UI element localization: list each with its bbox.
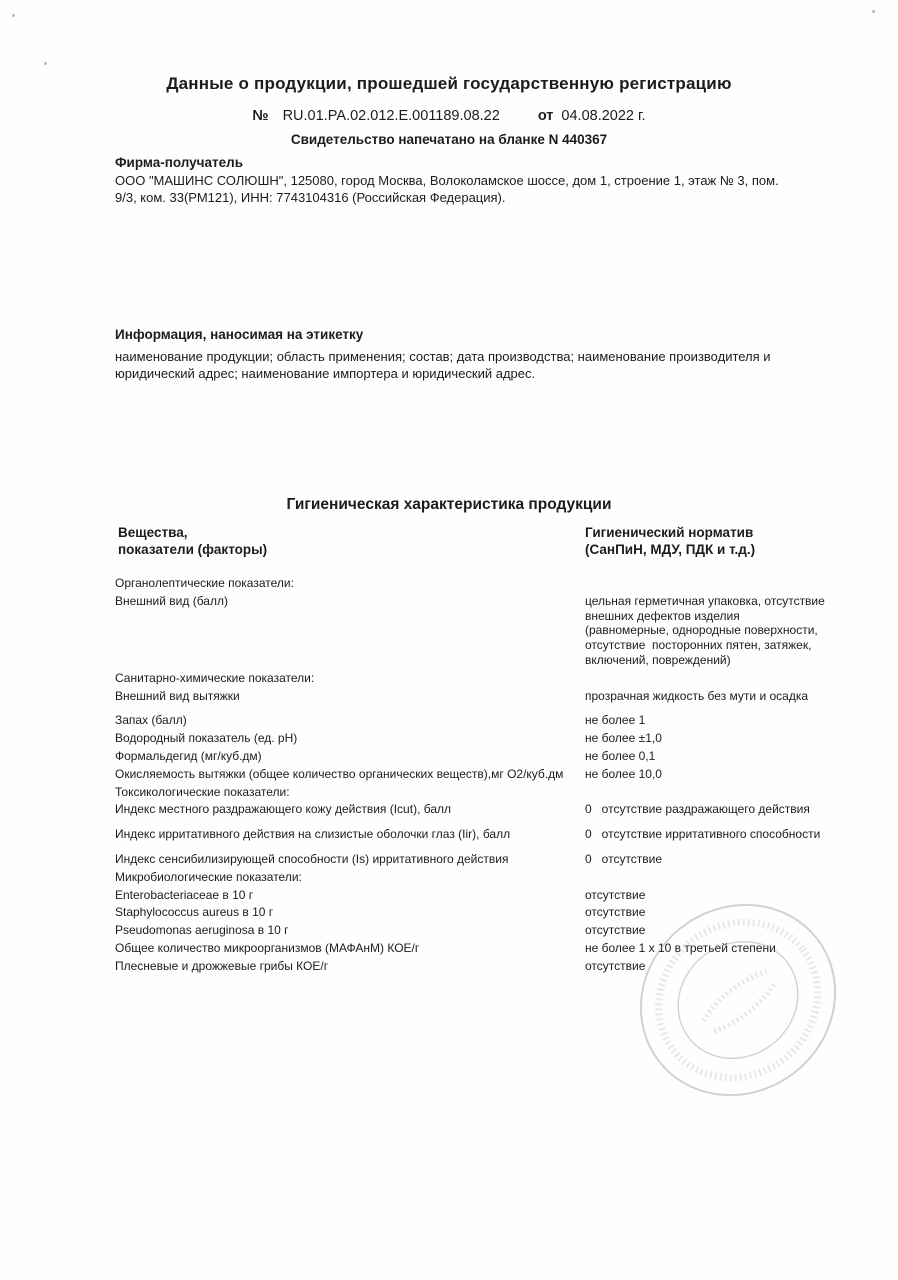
hygiene-table-row <box>115 689 890 704</box>
hygiene-parameter: Запах (балл) <box>115 713 187 728</box>
hygiene-norm-value: 0 отсутствие раздражающего действия <box>585 802 810 817</box>
hygiene-norm-value: отсутствие <box>585 923 646 938</box>
hygiene-parameter: Внешний вид вытяжки <box>115 688 240 703</box>
hygiene-norm-value: не более 10,0 <box>585 766 662 781</box>
hygiene-table-row <box>115 749 890 764</box>
column-header-norm <box>585 524 755 558</box>
hygiene-norm-value <box>585 785 825 800</box>
hygiene-table-row <box>115 713 890 728</box>
hygiene-parameter: Общее количество микроорганизмов (МАФАнМ) КОЕ/г <box>115 940 420 955</box>
scan-noise-dot <box>872 10 875 13</box>
column-header-norm-line2: (СанПиН, МДУ, ПДК и т.д.) <box>585 542 756 557</box>
hygiene-norm-value: 0 отсутствие ирритативного способности <box>585 827 821 842</box>
hygiene-table-row <box>115 852 890 867</box>
hygiene-parameter: Enterobacteriaceae в 10 г <box>115 887 254 902</box>
hygiene-table-row <box>115 870 890 885</box>
blank-number-note: Свидетельство напечатано на бланке N 440367 <box>290 132 608 147</box>
column-header-substances <box>118 524 267 558</box>
hygiene-norm-value <box>585 576 825 591</box>
hygiene-section-title: Гигиеническая характеристика продукции <box>286 496 612 513</box>
hygiene-norm-value: отсутствие <box>585 905 646 920</box>
hygiene-parameter: Внешний вид (балл) <box>115 593 228 608</box>
hygiene-table-row <box>115 905 890 920</box>
label-info-title: Информация, наносимая на этикетку <box>115 327 364 342</box>
hygiene-parameter: Плесневые и дрожжевые грибы КОЕ/г <box>115 958 329 973</box>
hygiene-parameter: Токсикологические показатели: <box>115 784 290 799</box>
hygiene-parameter: Индекс сенсибилизирующей способности (Is) ирритативного действия <box>115 851 509 866</box>
hygiene-table-row <box>115 923 890 938</box>
hygiene-table-row <box>115 576 890 591</box>
hygiene-norm-value: отсутствие <box>585 958 646 973</box>
hygiene-parameter: Staphylococcus aureus в 10 г <box>115 905 274 920</box>
hygiene-norm-value: прозрачная жидкость без мути и осадка <box>585 688 809 703</box>
hygiene-norm-value: отсутствие <box>585 887 646 902</box>
hygiene-norm-value <box>585 870 825 885</box>
hygiene-parameter: Водородный показатель (ед. pH) <box>115 731 298 746</box>
hygiene-norm-value: не более ±1,0 <box>585 731 662 746</box>
hygiene-parameter: Pseudomonas aeruginosa в 10 г <box>115 923 289 938</box>
label-info-text: наименование продукции; область применения; состав; дата производства; наименование производителя и юридический адрес; наименование импортера и юридический адрес. <box>115 349 771 381</box>
column-header-substances-line2: показатели (факторы) <box>118 542 268 557</box>
column-header-norm-line1: Гигиенический норматив <box>585 525 754 540</box>
hygiene-table-row <box>115 767 890 782</box>
hygiene-table-headers <box>0 524 898 566</box>
registration-date-label: от <box>537 108 554 124</box>
hygiene-table-row <box>115 941 890 956</box>
hygiene-parameter: Окисляемость вытяжки (общее количество органических веществ),мг О2/куб.дм <box>115 766 564 781</box>
hygiene-table-row <box>115 802 890 817</box>
hygiene-table-row <box>115 827 890 842</box>
registration-number: RU.01.РА.02.012.Е.001189.08.22 <box>282 108 500 124</box>
hygiene-norm-value <box>585 671 825 686</box>
hygiene-norm-value: не более 1 х 10 в третьей степени <box>585 940 776 955</box>
hygiene-table-row <box>115 785 890 800</box>
hygiene-table-row <box>115 959 890 974</box>
recipient-section-label: Фирма-получатель <box>115 155 244 170</box>
hygiene-table-row <box>115 671 890 686</box>
registration-date: 04.08.2022 г. <box>561 108 646 124</box>
column-header-substances-line1: Вещества, <box>118 525 188 540</box>
hygiene-norm-value: цельная герметичная упаковка, отсутствие внешних дефектов изделия (равномерные, однородные поверхности, отсутствие посторонних пятен, затяжек, включений, повреждений) <box>585 593 829 667</box>
hygiene-parameter: Органолептические показатели: <box>115 576 294 590</box>
recipient-details: ООО "МАШИНС СОЛЮШН", 125080, город Москва, Волоколамское шоссе, дом 1, строение 1, этаж № 3, пом. 9/3, ком. 33(РМ121), ИНН: 7743104316 (Российская Федерация). <box>115 173 779 205</box>
registration-line <box>0 108 898 124</box>
document-title: Данные о продукции, прошедшей государственную регистрацию <box>166 74 732 93</box>
hygiene-parameter: Индекс ирритативного действия на слизистые оболочки глаз (Iir), балл <box>115 827 511 842</box>
scan-noise-dot <box>12 14 15 17</box>
hygiene-parameter: Санитарно-химические показатели: <box>115 670 315 685</box>
hygiene-parameter: Микробиологические показатели: <box>115 869 302 884</box>
scan-noise-dot <box>44 62 47 65</box>
hygiene-norm-value: не более 1 <box>585 713 646 728</box>
registration-number-label: № <box>252 108 269 124</box>
hygiene-parameter: Индекс местного раздражающего кожу действия (Icut), балл <box>115 802 452 817</box>
hygiene-norm-value: 0 отсутствие <box>585 851 663 866</box>
hygiene-parameter: Формальдегид (мг/куб.дм) <box>115 748 262 763</box>
hygiene-table <box>115 576 890 977</box>
hygiene-norm-value: не более 0,1 <box>585 748 656 763</box>
hygiene-table-row <box>115 888 890 903</box>
hygiene-table-row <box>115 594 890 668</box>
hygiene-table-row <box>115 731 890 746</box>
